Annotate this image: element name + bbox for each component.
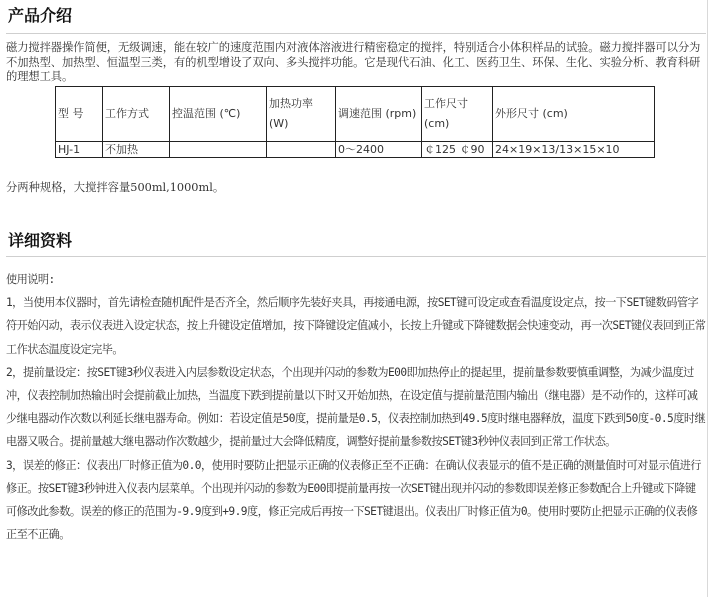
- table-cell: ￠125 ￠90: [422, 142, 493, 158]
- table-cell: HJ-1: [56, 142, 103, 158]
- spec-table: [55, 86, 655, 158]
- table-cell: [267, 142, 336, 158]
- header-cell-work-size: 工作尺寸 (cm): [422, 87, 493, 142]
- product-intro-title: 产品介绍: [8, 6, 73, 25]
- table-cell: 0～2400: [336, 142, 422, 158]
- header-cell-model: 型 号: [56, 87, 103, 142]
- usage-step-3: 3，误差的修正：仪表出厂时修正值为0.0，使用时要防止把显示正确的仪表修正至不正确：在确认仪表显示的值不是正确的测量值时可对显示值进行修正。按SET键3秒钟进入仪表内层菜单。个出现并闪动的参数为E00即提前量再按一次SET键出现并闪动的参数即误差修正参数配合上升键或下降键可修改此参数。误差的修正的范围为-9.9度到+9.9度，修正完成后再按一下SET键退出。仪表出厂时修正值为0。使用时要防止把显示正确的仪表修正至不正确。: [6, 458, 701, 542]
- details-title: 详细资料: [8, 231, 73, 250]
- table-cell: [170, 142, 267, 158]
- intro-paragraph: 磁力搅拌器操作简便，无级调速，能在较广的速度范围内对液体溶液进行精密稳定的搅拌，特别适合小体积样品的试验。磁力搅拌器可以分为不加热型、加热型、恒温型三类，有的机型增设了双向、多头搅拌功能。它是现代石油、化工、医药卫生、环保、生化、实验分析、教育科研的理想工具。: [6, 41, 701, 84]
- header-cell-mode: 工作方式: [103, 87, 170, 142]
- usage-instructions: [6, 268, 706, 546]
- section-divider: [6, 256, 706, 257]
- capacity-note: 分两种规格，大搅拌容量500ml,1000ml。: [6, 181, 225, 194]
- header-cell-temp-range: 控温范围 (℃): [170, 87, 267, 142]
- table-header-row: [56, 87, 655, 142]
- usage-step-2: 2，提前量设定：按SET键3秒仪表进入内层参数设定状态，个出现并闪动的参数为E00即加热停止的提起里，提前量参数要慎重调整，为减少温度过冲，仪表控制加热输出时会提前截止加热，当温度下跌到提前量以下时又开始加热，在设定值与提前量范围内输出（继电器）是不动作的，这样可减少继电器动作次数以利延长继电器寿命。例如：若设定值是50度，提前量是0.5，仪表控制加热到49.5度时继电器释放，温度下跌到50度-0.5度时继电器又吸合。提前量越大继电器动作次数越少，提前量过大会降低精度，调整好提前量参数按SET键3秒钟仪表回到正常工作状态。: [6, 365, 706, 449]
- usage-step-1: 1，当使用本仪器时，首先请检查随机配件是否齐全，然后顺序先装好夹具，再接通电源，按SET键可设定或查看温度设定点，按一下SET键数码管字符开始闪动，表示仪表进入设定状态，按上升键设定值增加，按下降键设定值减小，长按上升键或下降键数据会快速变动，再一次SET键仪表回到正常工作状态温度设定完毕。: [6, 296, 706, 356]
- right-border: [707, 0, 708, 597]
- usage-heading: 使用说明:: [6, 273, 55, 286]
- header-cell-outer-size: 外形尺寸 (cm): [493, 87, 655, 142]
- table-row: [56, 142, 655, 158]
- header-cell-speed-range: 调速范围 (rpm): [336, 87, 422, 142]
- table-cell: 24×19×13/13×15×10: [493, 142, 655, 158]
- table-cell: 不加热: [103, 142, 170, 158]
- header-cell-heat-power: 加热功率 (W): [267, 87, 336, 142]
- section-divider: [6, 33, 706, 34]
